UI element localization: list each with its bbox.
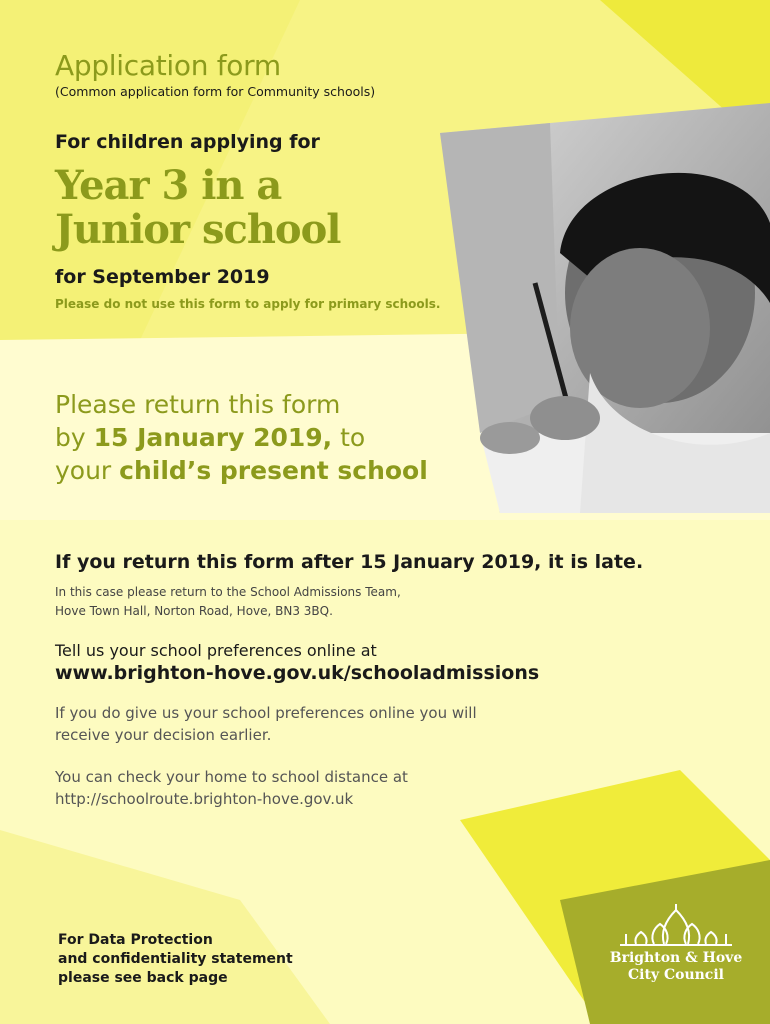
return-by-text: by [55,423,94,452]
logo-line-2: City Council [628,967,724,983]
september-label: for September 2019 [55,266,270,288]
online-intro: Tell us your school preferences online at [55,641,377,660]
for-children-label: For children applying for [55,131,320,153]
admissions-url[interactable]: www.brighton-hove.gov.uk/schooladmissions [55,662,540,684]
child-writing-photo [440,103,770,513]
return-instructions [55,388,428,487]
year-title-line-1: Year 3 in a [55,162,282,209]
data-protection-note [58,931,293,988]
late-warning: If you return this form after 15 January 2019, it is late. [55,551,644,573]
primary-school-note: Please do not use this form to apply for primary schools. [55,297,441,311]
distance-line-1: You can check your home to school distance at [55,768,408,786]
dp-line-1: For Data Protection [58,932,213,948]
logo-line-1: Brighton & Hove [609,950,743,966]
year-group-title [55,164,340,252]
form-title: Application form [55,49,281,82]
return-to-text: to [332,423,366,452]
online-benefit-note [55,702,477,746]
return-deadline: 15 January 2019, [93,423,333,452]
form-subtitle: (Common application form for Community schools) [55,84,376,99]
return-line-2 [55,421,428,454]
return-destination: child’s present school [119,456,428,485]
distance-url[interactable]: http://schoolroute.brighton-hove.gov.uk [55,790,354,808]
return-line-3 [55,454,428,487]
online-note-line-2: receive your decision earlier. [55,726,272,744]
return-your-text: your [55,456,120,485]
online-note-line-1: If you do give us your school preferences online you will [55,704,477,722]
late-address [55,583,401,621]
dp-line-2: and confidentiality statement [58,951,293,967]
distance-check-note [55,766,408,810]
year-title-line-2: Junior school [55,206,341,253]
late-address-line-1: In this case please return to the School Admissions Team, [55,585,401,599]
return-line-1: Please return this form [55,390,341,419]
late-address-line-2: Hove Town Hall, Norton Road, Hove, BN3 3BQ. [55,604,333,618]
council-logo-text [600,950,752,984]
dp-line-3: please see back page [58,970,228,986]
